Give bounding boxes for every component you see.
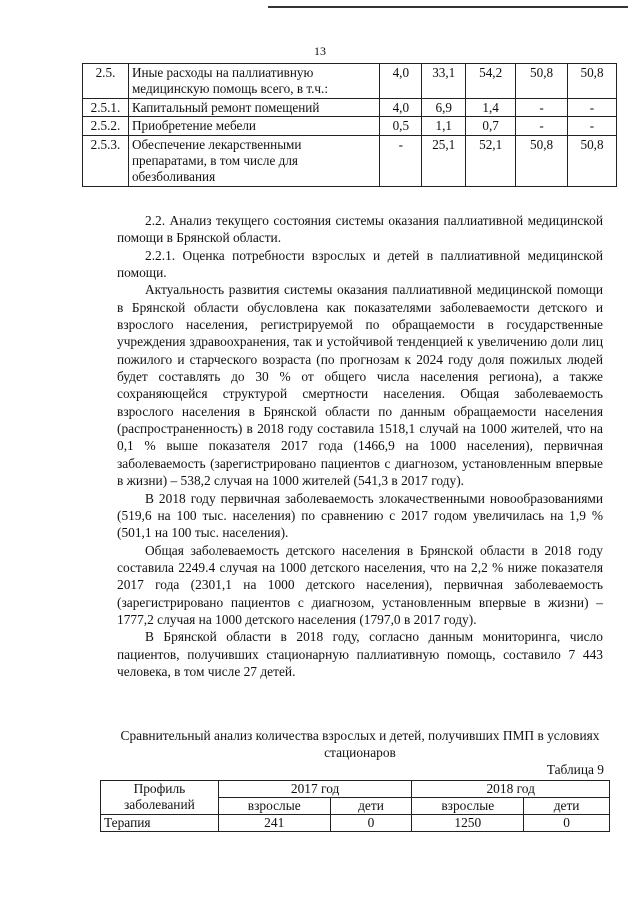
cell-value: - xyxy=(568,117,617,136)
cell-value: - xyxy=(516,98,568,117)
table-row xyxy=(101,815,610,832)
header-year-2017: 2017 год xyxy=(218,781,412,798)
paragraph: В 2018 году первичная заболеваемость злокачественными новообразованиями (519,6 на 100 тыс. населения) по сравнению с 2017 годом увеличилась на 1,9 % (501,1 на 100 тыс. населения). xyxy=(117,490,603,541)
page-number: 13 xyxy=(314,44,326,58)
paragraph: Общая заболеваемость детского населения в Брянской области в 2018 году составила 2249.4 случая на 1000 детского населения, что на 2,2 % ниже показателя 2017 года (2301,1 на 1000 детского населения), первичная заболеваемость (зарегистрировано пациентов с диагнозом, установленным впервые в жизни) – 1777,2 случая на 1000 детского населения (1797,0 в 2017 году). xyxy=(117,542,603,627)
row-number: 2.5.2. xyxy=(83,117,129,136)
section-heading: 2.2. Анализ текущего состояния системы оказания паллиативной медицинской помощи в Брянской области. xyxy=(117,213,603,246)
cell-value: 0 xyxy=(330,815,412,832)
expense-table xyxy=(82,63,617,187)
header-adults: взрослые xyxy=(218,798,330,815)
cell-value: - xyxy=(516,117,568,136)
cell-value: 33,1 xyxy=(422,64,466,99)
cell-value: 4,0 xyxy=(380,98,422,117)
header-children: дети xyxy=(330,798,412,815)
row-number: 2.5.3. xyxy=(83,136,129,186)
row-name: Обеспечение лекарственными препаратами, в том числе для обезболивания xyxy=(128,136,379,186)
cell-value: 52,1 xyxy=(466,136,516,186)
cell-value: 50,8 xyxy=(516,64,568,99)
row-name: Приобретение мебели xyxy=(128,117,379,136)
header-profile: Профиль заболеваний xyxy=(101,781,219,815)
table-row xyxy=(83,98,617,117)
table-row xyxy=(83,64,617,99)
header-children: дети xyxy=(524,798,610,815)
table-row xyxy=(83,136,617,186)
row-number: 2.5.1. xyxy=(83,98,129,117)
cell-value: 1,4 xyxy=(466,98,516,117)
row-name: Иные расходы на паллиативную медицинскую помощь всего, в т.ч.: xyxy=(128,64,379,99)
paragraph: В Брянской области в 2018 году, согласно данным мониторинга, число пациентов, получивших стационарную паллиативную помощь, составило 7 443 человека, в том числе 27 детей. xyxy=(117,629,603,679)
header-year-2018: 2018 год xyxy=(412,781,610,798)
paragraph: Актуальность развития системы оказания паллиативной медицинской помощи в Брянской области обусловлена как показателями заболеваемости детского и взрослого населения, регистрируемой по обращаемости в государственные учреждения здравоохранения, так и устойчивой тенденцией к увеличению доли лиц пожилого и старческого возраста (по прогнозам к 2024 году доля пожилых людей будет составлять до 30 % от общего числа населения региона), а также сохраняющейся структурой смертности населения. Общая заболеваемость взрослого населения в Брянской области по данным обращаемости населения (распространенность) в 2018 году составила 1518,1 случай на 1000 жителей, что на 0,1 % выше показателя 2017 года (1466,9 на 1000 населения), первичная заболеваемость (зарегистрировано пациентов с диагнозом, установленным впервые в жизни) – 538,2 случая на 1000 жителей (541,3 в 2017 году). xyxy=(117,282,603,489)
cell-value: 0,7 xyxy=(466,117,516,136)
scan-edge-line xyxy=(268,6,628,8)
cell-value: - xyxy=(568,98,617,117)
table-row xyxy=(83,117,617,136)
row-number: 2.5. xyxy=(83,64,129,99)
cell-value: 0,5 xyxy=(380,117,422,136)
cell-value: 6,9 xyxy=(422,98,466,117)
cell-value: 1250 xyxy=(412,815,524,832)
table-caption: Сравнительный анализ количества взрослых и детей, получивших ПМП в условиях стационаров xyxy=(120,728,600,761)
cell-value: 4,0 xyxy=(380,64,422,99)
header-adults: взрослые xyxy=(412,798,524,815)
cell-value: 50,8 xyxy=(568,136,617,186)
cell-value: 50,8 xyxy=(516,136,568,186)
table-header-row xyxy=(101,781,610,798)
subsection-heading: 2.2.1. Оценка потребности взрослых и детей в паллиативной медицинской помощи. xyxy=(117,247,603,281)
body-text xyxy=(117,212,603,680)
table-label: Таблица 9 xyxy=(546,762,604,777)
cell-value: 1,1 xyxy=(422,117,466,136)
cell-value: 50,8 xyxy=(568,64,617,99)
cell-value: 0 xyxy=(524,815,610,832)
cell-value: - xyxy=(380,136,422,186)
row-name: Капитальный ремонт помещений xyxy=(128,98,379,117)
cell-value: 241 xyxy=(218,815,330,832)
cell-value: 25,1 xyxy=(422,136,466,186)
row-profile: Терапия xyxy=(101,815,219,832)
table-9 xyxy=(100,780,610,832)
cell-value: 54,2 xyxy=(466,64,516,99)
